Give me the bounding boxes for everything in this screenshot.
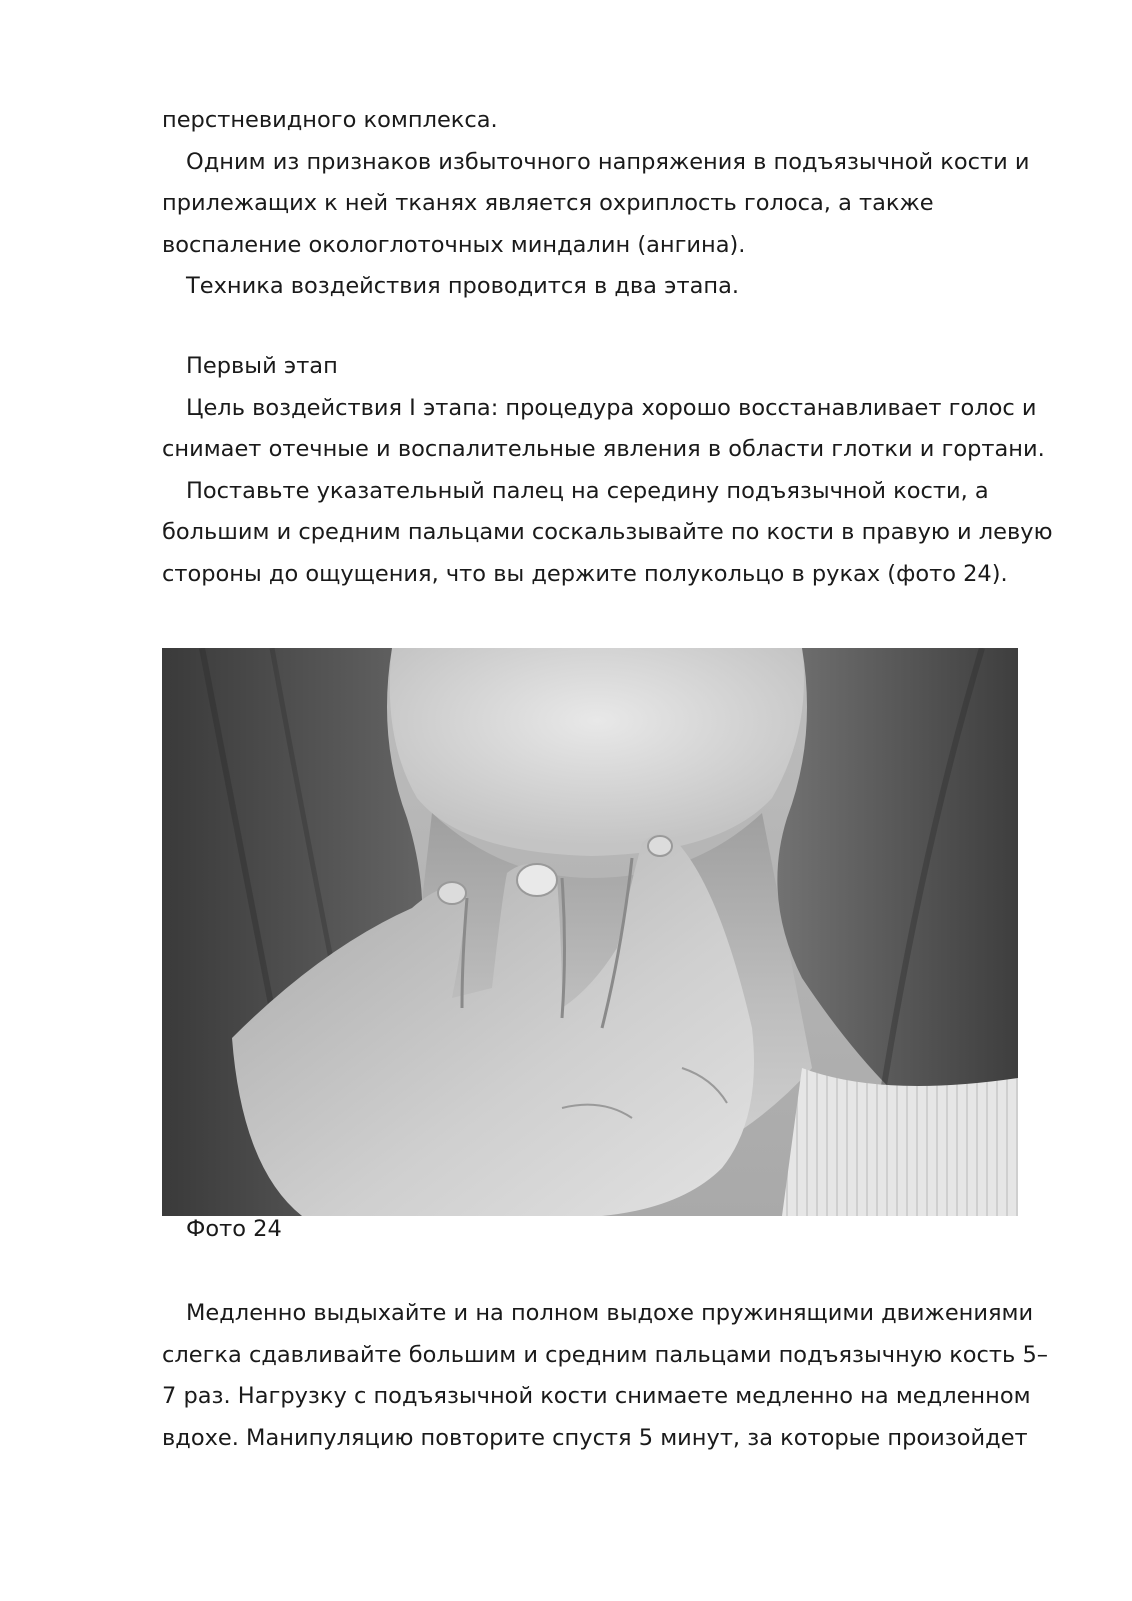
paragraph-line: Поставьте указательный палец на середину подъязычной кости, а bbox=[186, 477, 989, 504]
paragraph-line: Одним из признаков избыточного напряжения в подъязычной кости и bbox=[186, 148, 1030, 175]
paragraph-line: воспаление окологлоточных миндалин (ангина). bbox=[162, 231, 746, 258]
paragraph-line: Техника воздействия проводится в два этапа. bbox=[186, 273, 740, 299]
photo-24 bbox=[162, 648, 1018, 1216]
paragraph-line: слегка сдавливайте большим и средним пальцами подъязычную кость 5– bbox=[162, 1341, 1049, 1368]
text-block-first-stage bbox=[162, 346, 1062, 595]
paragraph-line: перстневидного комплекса. bbox=[162, 107, 498, 133]
paragraph-line: большим и средним пальцами соскальзывайте по кости в правую и левую bbox=[162, 519, 1053, 545]
paragraph-line: Медленно выдыхайте и на полном выдохе пружинящими движениями bbox=[186, 1300, 1034, 1326]
paragraph-line: стороны до ощущения, что вы держите полукольцо в руках (фото 24). bbox=[162, 560, 1008, 587]
paragraph-line: снимает отечные и воспалительные явления в области глотки и гортани. bbox=[162, 436, 1045, 462]
paragraph-line: Цель воздействия I этапа: процедура хорошо восстанавливает голос и bbox=[186, 394, 1037, 421]
photo-caption: Фото 24 bbox=[186, 1216, 282, 1242]
paragraph-line: вдохе. Манипуляцию повторите спустя 5 минут, за которые произойдет bbox=[162, 1424, 1028, 1451]
text-block-intro bbox=[162, 100, 1062, 308]
paragraph-line: 7 раз. Нагрузку с подъязычной кости снимаете медленно на медленном bbox=[162, 1383, 1031, 1409]
section-heading: Первый этап bbox=[186, 353, 338, 379]
photo-illustration bbox=[162, 648, 1018, 1216]
paragraph-line: прилежащих к ней тканях является охриплость голоса, а также bbox=[162, 190, 934, 216]
text-block-exercise bbox=[162, 1293, 1062, 1459]
